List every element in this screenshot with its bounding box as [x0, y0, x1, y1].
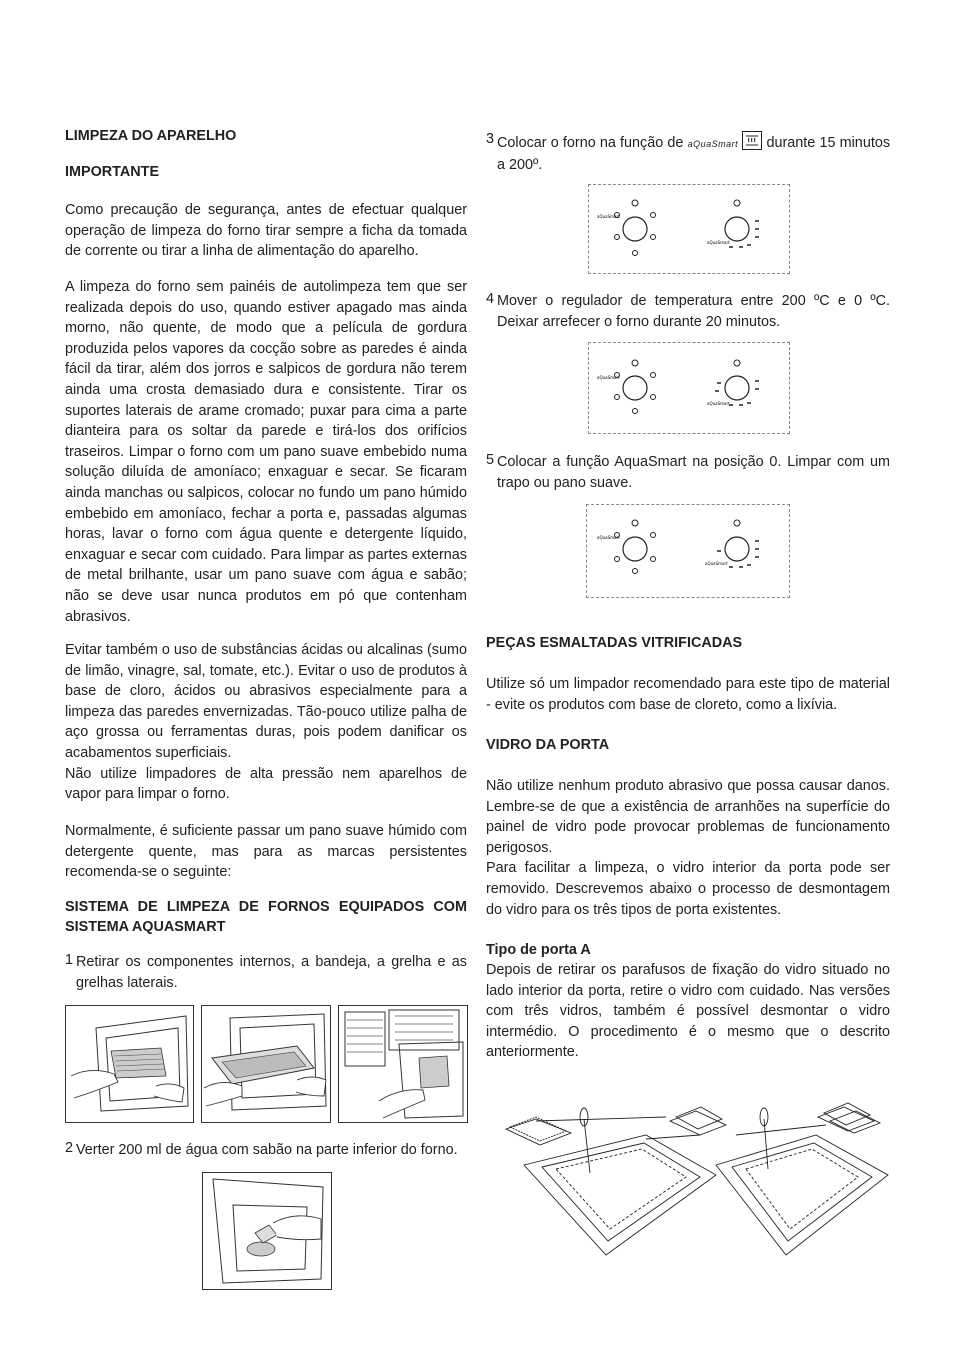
- step-5-number: 5: [486, 452, 495, 468]
- step-5: [486, 452, 890, 493]
- important-heading: IMPORTANTE: [65, 164, 160, 180]
- safety-paragraph: Como precaução de segurança, antes de efectuar qualquer operação de limpeza do forno tirar sempre a ficha da tomada de corrente ou tirar a linha de alimentação do aparelho.: [65, 202, 467, 260]
- step-5-text: Colocar a função AquaSmart na posição 0. Limpar com um trapo ou pano suave.: [497, 454, 890, 491]
- step-4: [486, 291, 890, 332]
- step-1: [65, 952, 467, 993]
- step-2-text: Verter 200 ml de água com sabão na parte inferior do forno.: [76, 1142, 458, 1158]
- step-3-number: 3: [486, 131, 495, 147]
- door-type-a-text: Depois de retirar os parafusos de fixação do vidro situado no lado interior da porta, retire o vidro com cuidado. Nas versões com três vidros, também é possível desmontar o vidro intermédio. O procedimento é o mesmo que o descrito anteriormente.: [486, 962, 890, 1061]
- door-glass-title: VIDRO DA PORTA: [486, 737, 610, 753]
- step-3-text-a: Colocar o forno na função de: [497, 135, 684, 151]
- step-4-text: Mover o regulador de temperatura entre 200 ºC e 0 ºC. Deixar arrefecer o forno durante 20 minutos.: [497, 293, 890, 330]
- step-2-number: 2: [65, 1140, 74, 1156]
- step-1-text: Retirar os componentes internos, a bandeja, a grelha e as grelhas laterais.: [76, 954, 467, 991]
- aquasmart-logo: aQuaSmart: [687, 139, 739, 149]
- steam-oven-icon: [742, 131, 762, 150]
- glass-paragraph-2: Para facilitar a limpeza, o vidro interior da porta pode ser removido. Descrevemos abaixo o processo de desmontagem do vidro para os três tipos de porta existentes.: [486, 860, 890, 918]
- enamel-text: Utilize só um limpador recomendado para este tipo de material - evite os produtos com base de cloreto, como a lixívia.: [486, 676, 890, 713]
- enamel-title: PEÇAS ESMALTADAS VITRIFICADAS: [486, 635, 743, 651]
- aquasmart-title: SISTEMA DE LIMPEZA DE FORNOS EQUIPADOS COM SISTEMA AQUASMART: [65, 899, 467, 935]
- section-title-cleaning: LIMPEZA DO APARELHO: [65, 128, 237, 144]
- svg-text:aQuaSmart: aQuaSmart: [597, 375, 620, 380]
- door-glass-diagram: [496, 1095, 890, 1265]
- illustration-remove-tray: [201, 1005, 331, 1123]
- svg-text:aQuaSmart: aQuaSmart: [705, 561, 728, 566]
- step-2: [65, 1140, 467, 1161]
- control-panel-figure-2: [588, 342, 790, 434]
- illustration-remove-rack: [65, 1005, 194, 1123]
- cleaning-paragraph: A limpeza do forno sem painéis de autolimpeza tem que ser realizada depois do uso, quando estiver apagado mas ainda morno, não quente, de modo que a película de gordura produzida pelos vapores da cocção sobre as paredes é ainda fácil da tirar, além dos jorros e salpicos de gordura não terem ainda uma crosta demasiado dura e consistente. Tirar os suportes laterais de arame cromado; puxar para cima a parte dianteira para os soltar da parede e tirá-los dos orifícios traseiros. Limpar o forno com um pano suave embebido numa solução diluída de amoníaco; enxaguar e secar. Se ficaram ainda manchas ou salpicos, colocar no fundo um pano húmido embebido em amoníaco, fechar a porta e, passadas algumas horas, lavar o forno com água quente e detergente líquido, enxaguar e secar com cuidado. Para limpar as partes externas de metal brilhante, usar um pano suave com água e sabão; não se deve usar nunca produtos em pó que contenham abrasivos.: [65, 279, 467, 625]
- svg-text:aQuaSmart: aQuaSmart: [707, 401, 730, 406]
- control-panel-figure-1: [588, 184, 790, 274]
- glass-paragraph-1: Não utilize nenhum produto abrasivo que possa causar danos. Lembre-se de que a existência de arranhões na superfície do painel de vidro pode provocar problemas de funcionamento perigosos.: [486, 778, 890, 856]
- step-3-text-b: durante 15 minutos a 200º.: [497, 135, 891, 173]
- avoid-paragraph: Evitar também o uso de substâncias ácidas ou alcalinas (sumo de limão, vinagre, sal, tomate, etc.). Evitar o uso de produtos à base de cloro, ácidos ou abrasivos especialmente para a limpeza das paredes envernizadas. Tão-pouco utilize palha de aço grossa ou ferramentas duras, pois podem danificar os acabamentos superficiais.: [65, 642, 467, 761]
- control-panel-figure-3: [586, 504, 790, 598]
- door-type-a-title: Tipo de porta A: [486, 942, 591, 958]
- step-4-number: 4: [486, 291, 495, 307]
- pressure-paragraph: Não utilize limpadores de alta pressão nem aparelhos de vapor para limpar o forno.: [65, 765, 467, 803]
- svg-text:aQuaSmart: aQuaSmart: [707, 240, 730, 245]
- svg-text:aQuaSmart: aQuaSmart: [597, 214, 620, 219]
- svg-text:aQuaSmart: aQuaSmart: [597, 535, 620, 540]
- illustration-remove-side-racks: [338, 1005, 468, 1123]
- step-3: [486, 131, 890, 175]
- illustration-pour-water: [202, 1172, 332, 1290]
- normal-paragraph: Normalmente, é suficiente passar um pano suave húmido com detergente quente, mas para as marcas persistentes recomenda-se o seguinte:: [65, 823, 467, 881]
- step-1-number: 1: [65, 952, 74, 968]
